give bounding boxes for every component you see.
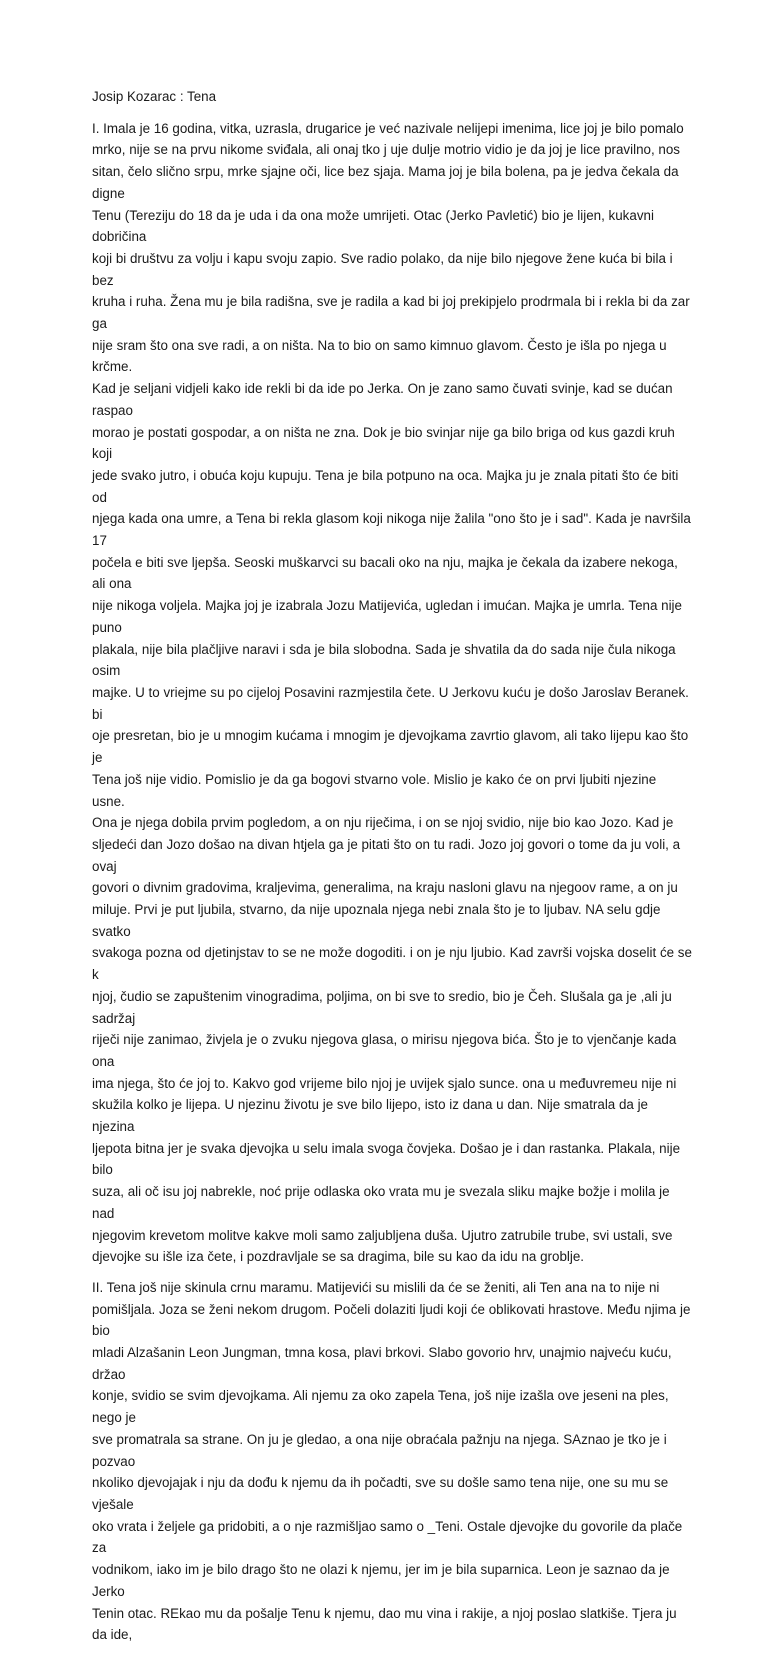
paragraph-1: I. Imala je 16 godina, vitka, uzrasla, drugarice je već nazivale nelijepi imenima, lice joj je bilo pomalo mrko, nije se na prvu nikome sviđala, ali onaj tko j uje dulje motrio vidio je da joj je lice pravilno, nos sitan, čelo slično srpu, mrke sjajne oči, lice bez sjaja. Mama joj je bila bolena, pa je jedva čekala da digne Tenu (Tereziju do 18 da je uda i da ona može umrijeti. Otac (Jerko Pavletić) bio je lijen, kukavni dobričina koji bi društvu za volju i kapu svoju zapio. Sve radio polako, da nije bilo njegove žene kuća bi bila i bez kruha i ruha. Žena mu je bila radišna, sve je radila a kad bi joj prekipjelo prodrmala bi i rekla bi da zar ga nije sram što ona sve radi, a on ništa. Na to bio on samo kimnuo glavom. Često je išla po njega u krčme. Kad je seljani vidjeli kako ide rekli bi da ide po Jerka. On je zano samo čuvati svinje, kad se dućan raspao morao je postati gospodar, a on ništa ne zna. Dok je bio svinjar nije ga bilo briga od kus gazdi kruh koji jede svako jutro, i obuća koju kupuju. Tena je bila potpuno na oca. Majka ju je znala pitati što će biti od njega kada ona umre, a Tena bi rekla glasom koji nikoga nije žalila "ono što je i sad". Kada je navršila 17 počela e biti sve ljepša. Seoski muškarvci su bacali oko na nju, majka je čekala da izabere nekoga, ali ona nije nikoga voljela. Majka joj je izabrala Jozu Matijevića, ugledan i imućan. Majka je umrla. Tena nije puno plakala, nije bila plačljive naravi i sda je bila slobodna. Sada je shvatila da do sada nije čula nikoga osim majke. U to vriejme su po cijeloj Posavini razmjestila čete. U Jerkovu kuću je došo Jaroslav Beranek. bi oje presretan, bio je u mnogim kućama i mnogim je djevojkama zavrtio glavom, ali tako lijepu kao što je Tena još nije vidio. Pomislio je da ga bogovi stvarno vole. Mislio je kako će on prvi ljubiti njezine usne. Ona je njega dobila prvim pogledom, a on nju riječima, i on se njoj svidio, nije bio kao Jozo. Kad je sljedeći dan Jozo došao na divan htjela ga je pitati što on tu radi. Jozo joj govori o tome da ju voli, a ovaj govori o divnim gradovima, kraljevima, generalima, na kraju nasloni glavu na njegoov rame, a on ju miluje. Prvi je put ljubila, stvarno, da nije upoznala njega nebi znala što je to ljubav. NA selu gdje svatko svakoga pozna od djetinjstav to se ne može dogoditi. i on je nju ljubio. Kad završi vojska doselit će se k njoj, čudio se zapuštenim vinogradima, poljima, on bi sve to sredio, bio je Čeh. Slušala ga je ,ali ju sadržaj riječi nije zanimao, živjela je o zvuku njegova glasa, o mirisu njegova bića. Što je to vjenčanje kada ona ima njega, što će joj to. Kakvo god vrijeme bilo njoj je uvijek sjalo sunce. ona u međuvremeu nije ni skužila kolko je lijepa. U njezinu životu je sve bilo lijepo, isto iz dana u dan. Nije smatrala da je njezina ljepota bitna jer je svaka djevojka u selu imala svoga čovjeka. Došao je i dan rastanka. Plakala, nije bilo suza, ali oč isu joj nabrekle, noć prije odlaska oko vrata mu je svezala sliku majke božje i molila je nad njegovim krevetom molitve kakve moli samo zaljubljena duša. Ujutro zatrubile trube, svi ustali, sve djevojke su išle iza čete, i pozdravljale se sa dragima, bile su kao da idu na groblje. (92, 120, 692, 1265)
paragraph-2: II. Tena još nije skinula crnu maramu. Matijevići su mislili da će se ženiti, ali Ten ana na to nije ni pomišljala. Joza se ženi nekom drugom. Počeli dolaziti ljudi koji će oblikovati hrastove. Među njima je bio mladi Alzašanin Leon Jungman, tmna kosa, plavi brkovi. Slabo govorio hrv, unajmio najveću kuću, držao konje, svidio se svim djevojkama. Ali njemu za oko zapela Tena, još nije izašla ove jeseni na ples, nego je sve promatrala sa strane. On ju je gledao, a ona nije obraćala pažnju na njega. SAznao je tko je i pozvao nkoliko djevojajak i nju da dođu k njemu da ih počadti, sve su došle samo tena nije, one su mu se vješale oko vrata i željele ga pridobiti, a o nje razmišljao samo o _Teni. Ostale djevojke du govorile da plače za vodnikom, iako im je bilo drago što ne olazi k njemu, jer im je bila suparnica. Leon je saznao da je Jerko Tenin otac. REkao mu da pošalje Tenu k njemu, dao mu vina i rakije, a njoj poslao slatkiše. Tjera ju da ide, (92, 1279, 691, 1643)
document-title: Josip Kozarac : Tena (92, 89, 217, 104)
document-body (92, 86, 692, 1655)
